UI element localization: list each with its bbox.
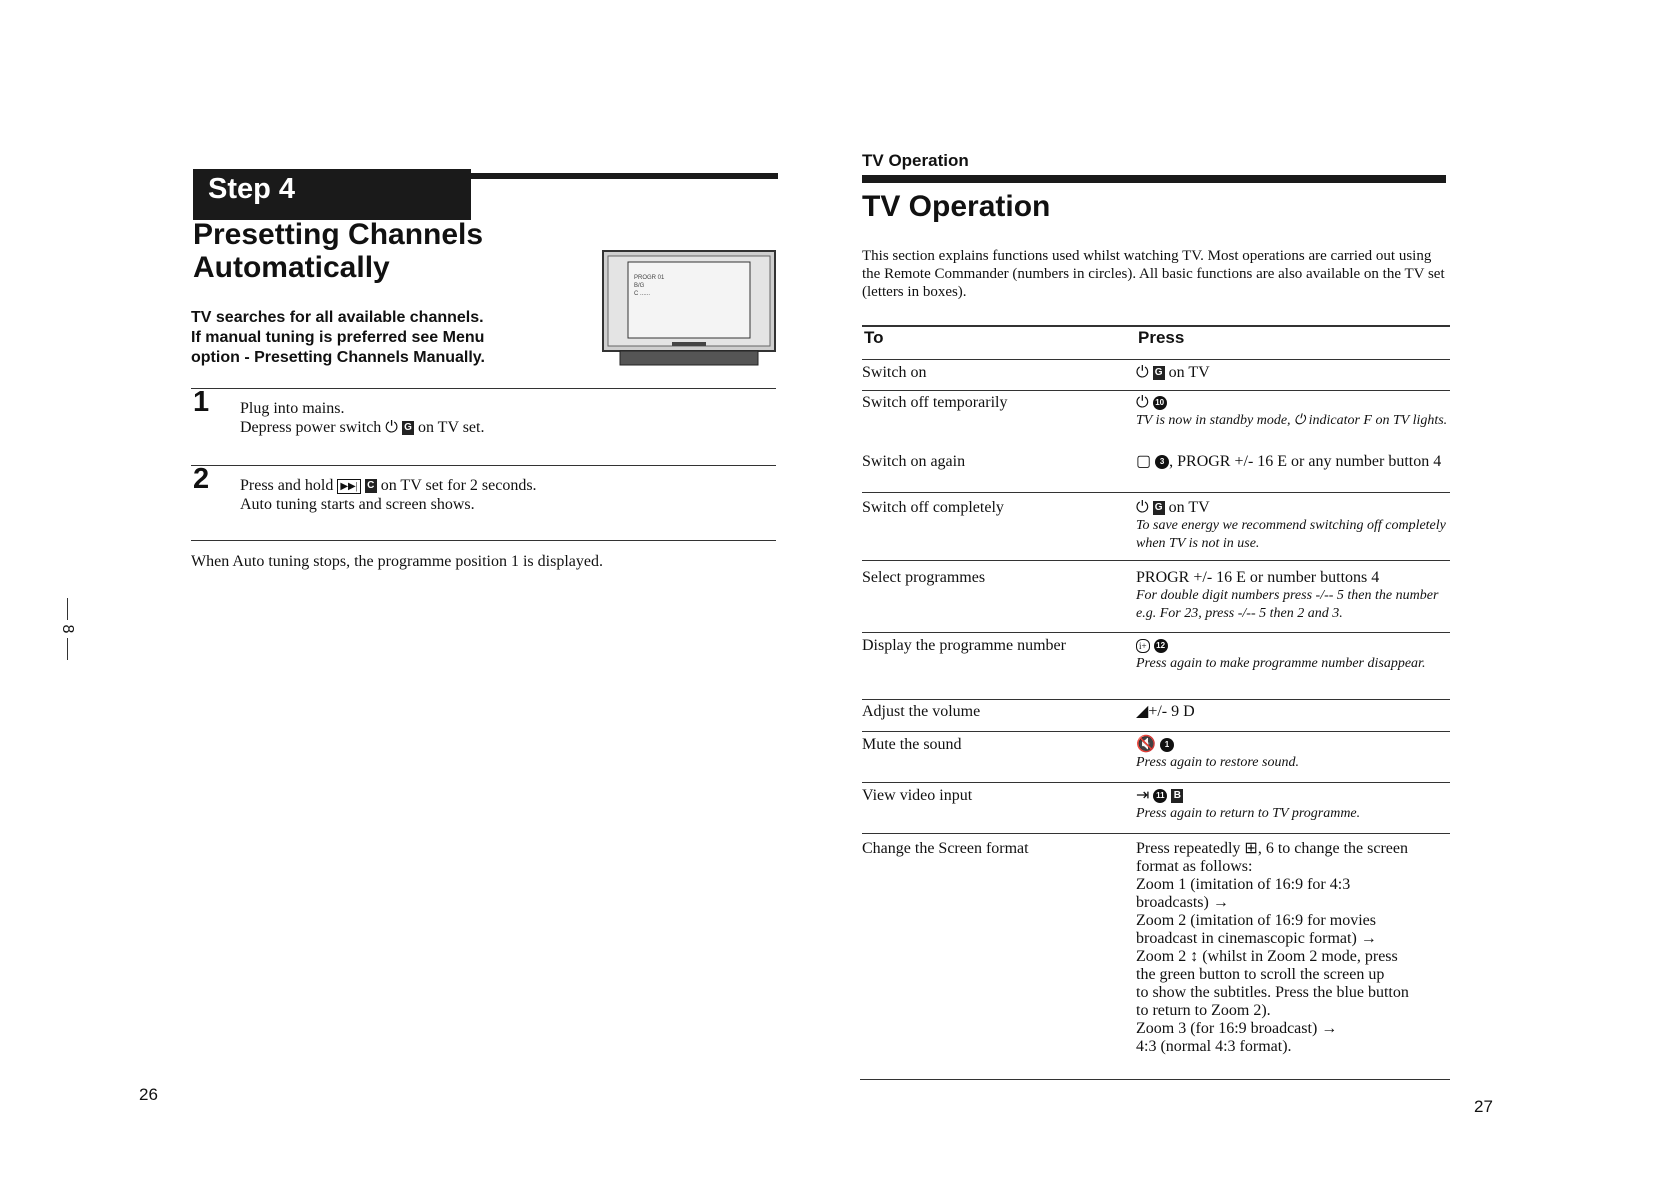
step-2-number: 2 — [193, 463, 210, 495]
format-line: Zoom 1 (imitation of 16:9 for 4:3 — [1136, 876, 1351, 893]
row-to: Adjust the volume — [862, 703, 981, 720]
row-to: Switch off completely — [862, 499, 1004, 516]
row-note: Press again to make programme number disappear. — [1136, 656, 1426, 671]
format-line: 4:3 (normal 4:3 format). — [1136, 1038, 1292, 1055]
step-1-number: 1 — [193, 386, 210, 418]
margin-mark — [60, 598, 74, 666]
footer-note: When Auto tuning stops, the programme position 1 is displayed. — [191, 553, 603, 570]
format-line: Zoom 2 ↕ (whilst in Zoom 2 mode, press — [1136, 948, 1398, 965]
row-press — [1136, 569, 1451, 623]
video-input-icon: ⇥ — [1136, 787, 1150, 804]
page-number-right: 27 — [1474, 1097, 1493, 1116]
box-g-icon: G — [402, 421, 414, 435]
step-label: Step 4 — [208, 173, 296, 205]
circle-1-icon: 1 — [1160, 738, 1174, 752]
row-to: Select programmes — [862, 569, 986, 586]
row-press-keys — [1136, 394, 1451, 412]
row-note: Press again to restore sound. — [1136, 755, 1299, 770]
step-1-text — [240, 399, 484, 437]
row-press-keys — [1136, 736, 1451, 754]
row-divider — [862, 699, 1450, 700]
page-title-right: TV Operation — [862, 190, 1051, 223]
format-line: Zoom 3 (for 16:9 broadcast) → — [1136, 1020, 1338, 1037]
format-line: Zoom 2 (imitation of 16:9 for movies — [1136, 912, 1376, 929]
row-divider — [862, 833, 1450, 834]
col-header-to: To — [864, 328, 884, 347]
row-divider — [862, 731, 1450, 732]
intro-line-2: If manual tuning is preferred see Menu — [191, 329, 485, 346]
section-header: TV Operation — [862, 151, 969, 170]
row-press-keys — [1136, 787, 1451, 805]
row-to: Change the Screen format — [862, 840, 1029, 857]
circle-11-icon: 11 — [1153, 789, 1167, 803]
intro-left — [191, 308, 485, 368]
row-press: ⏻ G on TV — [1136, 364, 1210, 381]
row-note: For double digit numbers press -/-- 5 then the number e.g. For 23, press -/-- 5 then 2 and 3. — [1136, 588, 1439, 621]
tv-screen-line-2: B/G — [634, 283, 645, 289]
circle-10-icon: 10 — [1153, 396, 1167, 410]
intro-line-3: option - Presetting Channels Manually. — [191, 349, 485, 366]
row-to: View video input — [862, 787, 973, 804]
format-line: broadcasts) → — [1136, 894, 1229, 911]
format-line: the green button to scroll the screen up — [1136, 966, 1385, 983]
tv-set-icon — [602, 250, 776, 368]
row-to: Display the programme number — [862, 637, 1066, 654]
section-header-rule — [862, 175, 1446, 183]
step-1-line-1: Plug into mains. — [240, 400, 345, 417]
row-press-keys: ⏻ G on TV — [1136, 499, 1210, 516]
box-g-icon: G — [1153, 501, 1165, 515]
step-2-line-1: Press and hold ▶▶| C on TV set for 2 seconds. — [240, 477, 537, 494]
table-top-rule — [862, 325, 1450, 327]
row-to: Switch on again — [862, 453, 966, 470]
row-press-keys — [1136, 637, 1451, 655]
volume-icon: ◢ — [1136, 703, 1149, 720]
row-press — [1136, 787, 1451, 823]
step-2-text — [240, 476, 537, 514]
row-press — [1136, 637, 1451, 673]
row-press — [1136, 840, 1451, 1056]
row-divider — [862, 782, 1450, 783]
power-icon: ⏻ — [1136, 499, 1149, 516]
intro-right: This section explains functions used whilst watching TV. Most operations are carried out using the Remote Commander (numbers in circles). All basic functions are also available on the TV set (letters in boxes). — [862, 248, 1445, 300]
divider — [191, 465, 776, 466]
info-icon: i+ — [1136, 639, 1150, 653]
power-icon: ⏻ — [385, 419, 398, 436]
page-number-left: 26 — [139, 1085, 158, 1104]
tv-screen-line-3: C ...... — [634, 291, 651, 297]
divider — [191, 388, 776, 389]
page-title-left — [193, 218, 483, 284]
title-line-1: Presetting Channels — [193, 218, 484, 251]
divider — [191, 540, 776, 541]
row-to: Mute the sound — [862, 736, 962, 753]
box-g-icon: G — [1153, 366, 1165, 380]
table-header-rule — [862, 359, 1450, 360]
row-press: ▢ 3 , PROGR +/- 16 E or any number button 4 — [1136, 453, 1442, 470]
row-press — [1136, 394, 1451, 430]
auto-tune-icon: ▶▶| — [337, 479, 360, 494]
mute-icon: 🔇 — [1136, 736, 1156, 753]
step-2-line-2: Auto tuning starts and screen shows. — [240, 496, 475, 513]
row-divider — [862, 390, 1450, 391]
row-press — [1136, 499, 1451, 553]
standby-icon: ⏻ — [1136, 394, 1149, 411]
row-note: To save energy we recommend switching off completely when TV is not in use. — [1136, 518, 1446, 551]
row-divider — [862, 632, 1450, 633]
row-divider — [862, 560, 1450, 561]
row-press: ◢+/- 9 D — [1136, 703, 1195, 720]
row-divider — [862, 492, 1450, 493]
tv-screen-line-1: PROGR 01 — [634, 275, 665, 281]
tv-illustration — [602, 250, 776, 368]
intro-line-1: TV searches for all available channels. — [191, 309, 484, 326]
tv-screen-text — [634, 274, 664, 298]
row-note: TV is now in standby mode, ⏻ indicator F on TV lights. — [1136, 413, 1448, 428]
table-bottom-rule — [860, 1079, 1450, 1080]
step-1-line-2: Depress power switch ⏻ G on TV set. — [240, 419, 485, 436]
row-press-keys: Press repeatedly ⊞, 6 to change the screen format as follows: — [1136, 840, 1408, 875]
row-to: Switch off temporarily — [862, 394, 1008, 411]
box-b-icon: B — [1171, 789, 1183, 803]
tv-mode-icon: ▢ — [1136, 453, 1152, 470]
row-press — [1136, 736, 1451, 772]
power-icon: ⏻ — [1136, 364, 1149, 381]
margin-mark-label: 8 — [59, 624, 76, 634]
row-note: Press again to return to TV programme. — [1136, 806, 1361, 821]
box-c-icon: C — [365, 479, 377, 493]
circle-3-icon: 3 — [1155, 455, 1169, 469]
circle-12-icon: 12 — [1154, 639, 1168, 653]
title-line-2: Automatically — [193, 251, 390, 284]
format-line: to return to Zoom 2). — [1136, 1002, 1271, 1019]
format-line: broadcast in cinemascopic format) → — [1136, 930, 1377, 947]
format-line: to show the subtitles. Press the blue button — [1136, 984, 1409, 1001]
row-press-keys: PROGR +/- 16 E or number buttons 4 — [1136, 569, 1380, 586]
row-to: Switch on — [862, 364, 927, 381]
col-header-press: Press — [1138, 328, 1185, 347]
